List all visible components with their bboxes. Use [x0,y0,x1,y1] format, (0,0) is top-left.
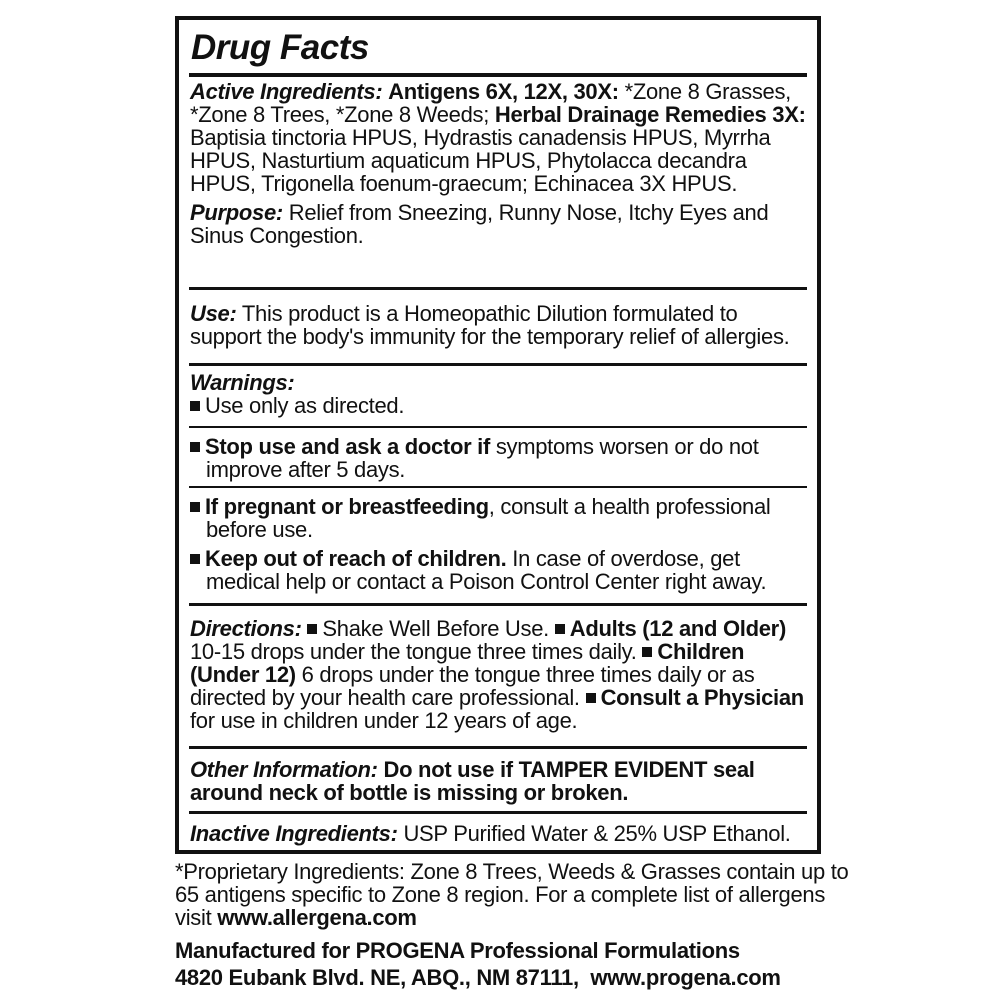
stop-use-text: symptoms worsen or do not improve after 5 days. [206,434,759,482]
children-bold: Children (Under 12) [190,639,745,687]
allergena-link[interactable]: www.allergena.com [217,905,417,930]
warning-directed-text: Use only as directed. [205,393,405,418]
consult-text: for use in children under 12 years of age. [190,708,578,733]
purpose-heading: Purpose: [190,200,283,225]
shake-text: Shake Well Before Use. [322,616,549,641]
antigens-label: Antigens 6X, 12X, 30X: [388,79,619,104]
footnote-text: *Proprietary Ingredients: Zone 8 Trees, Weeds & Grasses contain up to 65 antigens specific to Zone 8 region. For a complete list of allergens visit [175,859,849,930]
children-text: 6 drops under the tongue three times daily or as directed by your health care professional. [190,662,755,710]
active-ingredients-section [190,80,811,247]
bullet-square-icon [190,401,200,411]
active-ingredients-heading: Active Ingredients: [190,79,383,104]
stop-use-bold: Stop use and ask a doctor if [205,434,490,459]
other-information-text: Do not use if TAMPER EVIDENT seal around neck of bottle is missing or broken. [190,757,755,805]
drug-facts-title: Drug Facts [191,28,369,67]
manufacturer-line2: 4820 Eubank Blvd. NE, ABQ., NM 87111, www.progena.com [175,965,781,990]
bullet-square-icon [190,554,200,564]
inactive-ingredients-text: USP Purified Water & 25% USP Ethanol. [403,821,791,846]
bullet-square-icon [555,624,565,634]
directions-section [190,617,811,732]
warnings-section [190,371,811,417]
divider-other [189,746,807,749]
warning-directed [190,394,811,417]
bullet-square-icon [307,624,317,634]
drug-facts-panel [175,16,821,854]
divider-warnings [189,363,807,366]
pregnant-children-section [190,495,811,593]
divider-pregnant [189,486,807,488]
divider-use [189,287,807,290]
bullet-square-icon [642,647,652,657]
consult-bold: Consult a Physician [600,685,804,710]
adults-text: 10-15 drops under the tongue three times daily. [190,639,637,664]
herbal-label: Herbal Drainage Remedies 3X: [494,102,806,127]
use-heading: Use: [190,301,237,326]
footnote [175,860,855,929]
divider-stop-use [189,426,807,428]
bullet-square-icon [190,502,200,512]
keep-out-text: In case of overdose, get medical help or contact a Poison Control Center right away. [206,546,767,594]
other-information-heading: Other Information: [190,757,378,782]
use-section [190,302,811,348]
adults-bold: Adults (12 and Older) [569,616,786,641]
pregnant-text: , consult a health professional before use. [206,494,771,542]
manufacturer-info [175,939,855,989]
stop-use-section [190,435,811,481]
pregnant-bold: If pregnant or breastfeeding [205,494,489,519]
use-text: This product is a Homeopathic Dilution formulated to support the body's immunity for the temporary relief of allergies. [190,301,790,349]
other-information-section [190,758,811,804]
divider-inactive [189,811,807,814]
directions-heading: Directions: [190,616,302,641]
warnings-heading: Warnings: [190,370,295,395]
bullet-square-icon [586,693,596,703]
manufacturer-line1: Manufactured for PROGENA Professional Formulations [175,938,740,963]
purpose-text: Relief from Sneezing, Runny Nose, Itchy Eyes and Sinus Congestion. [190,200,769,248]
bullet-square-icon [190,442,200,452]
herbal-text: Baptisia tinctoria HPUS, Hydrastis canadensis HPUS, Myrrha HPUS, Nasturtium aquaticum HPUS, Phytolacca decandra HPUS, Trigonella foenum-graecum; Echinacea 3X HPUS. [190,125,771,196]
antigens-text: *Zone 8 Grasses, *Zone 8 Trees, *Zone 8 Weeds; [190,79,791,127]
divider-directions [189,603,807,606]
inactive-ingredients-section [190,822,811,845]
inactive-ingredients-heading: Inactive Ingredients: [190,821,398,846]
keep-out-bold: Keep out of reach of children. [205,546,507,571]
divider-title [189,73,807,77]
